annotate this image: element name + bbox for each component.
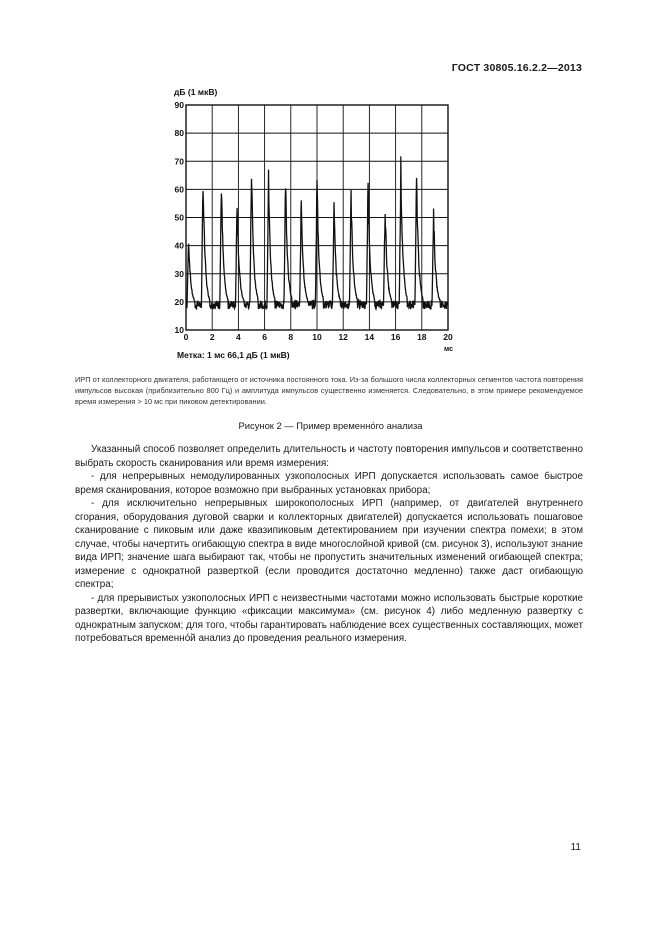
y-tick-label: 90	[174, 100, 184, 110]
x-tick-label: 4	[236, 332, 241, 342]
y-tick-label: 80	[174, 128, 184, 139]
x-tick-label: 14	[364, 332, 375, 342]
x-tick-label: 20	[443, 332, 453, 342]
x-tick-label: 16	[390, 332, 401, 342]
body-text	[75, 443, 583, 646]
x-tick-label: 12	[338, 332, 348, 342]
time-analysis-chart	[168, 86, 468, 366]
figure-title: Рисунок 2 — Пример временно́го анализа	[238, 420, 423, 431]
document-header: ГОСТ 30805.16.2.2—2013	[451, 62, 582, 74]
paragraph-4: - для прерывистых узкополосных ИРП с неизвестными частотами можно использовать быстрые короткие развертки, включающие функцию «фиксации максимума» (см. рисунок 4) либо медленную развертку с однократным запуском; для того, чтобы гарантировать наблюдение всех существенных составляющих, может потребоваться временно́й анализ до проведения реального измерения.	[75, 592, 583, 644]
y-tick-label: 60	[174, 184, 184, 195]
y-tick-label: 10	[174, 325, 184, 335]
paragraph-2: - для непрерывных немодулированных узкополосных ИРП допускается использовать самое быстрое время сканирования, которое возможно при выбранных установках прибора;	[75, 471, 583, 496]
figure-note-text: ИРП от коллекторного двигателя, работающего от источника постоянного тока. Из-за большого числа коллекторных сегментов частота повторения импульсов высокая (приблизительно 800 Гц) и амплитуда импульсов существенно изменяется. Следовательно, в этом примере рекомендуемое время измерения > 10 мс при пиковом детектировании.	[75, 375, 583, 407]
y-tick-label: 40	[174, 240, 184, 251]
x-tick-label: 0	[183, 332, 189, 342]
y-tick-label: 70	[174, 156, 184, 167]
paragraph-3: - для исключительно непрерывных широкополосных ИРП (например, от двигателей внутреннего сгорания, оборудования дуговой сварки и коллекторных двигателей) допускается использовать пошаговое сканирование с пиковым или даже квазипиковым детектированием при изучении спектра помехи; в этом случае, чтобы начертить огибающую спектра в виде многослойной кривой (см. рисунок 3), используют знание вида ИРП; значение шага выбирают так, чтобы не пропустить значительных изменений огибающей спектра; измерение с однократной разверткой (если проводится достаточно медленно) также даст огибающую спектра;	[75, 498, 583, 590]
x-tick-label: 8	[288, 332, 294, 342]
x-tick-label: 10	[312, 332, 322, 342]
marker-readout: Метка: 1 мс 66,1 дБ (1 мкВ)	[177, 350, 290, 360]
figure-note	[75, 374, 583, 408]
paragraph-1: Указанный способ позволяет определить длительность и частоту повторения импульсов и соответственно выбрать скорость сканирования или время измерения:	[75, 444, 583, 469]
x-axis-unit: мс	[444, 346, 453, 353]
x-tick-label: 6	[262, 332, 267, 342]
x-tick-label: 2	[209, 332, 215, 342]
page-number: 11	[570, 842, 581, 853]
y-tick-label: 30	[174, 268, 184, 279]
x-tick-label: 18	[417, 332, 427, 342]
y-tick-label: 20	[174, 296, 184, 307]
y-axis-label: дБ (1 мкВ)	[174, 87, 218, 97]
y-tick-label: 50	[174, 212, 184, 223]
